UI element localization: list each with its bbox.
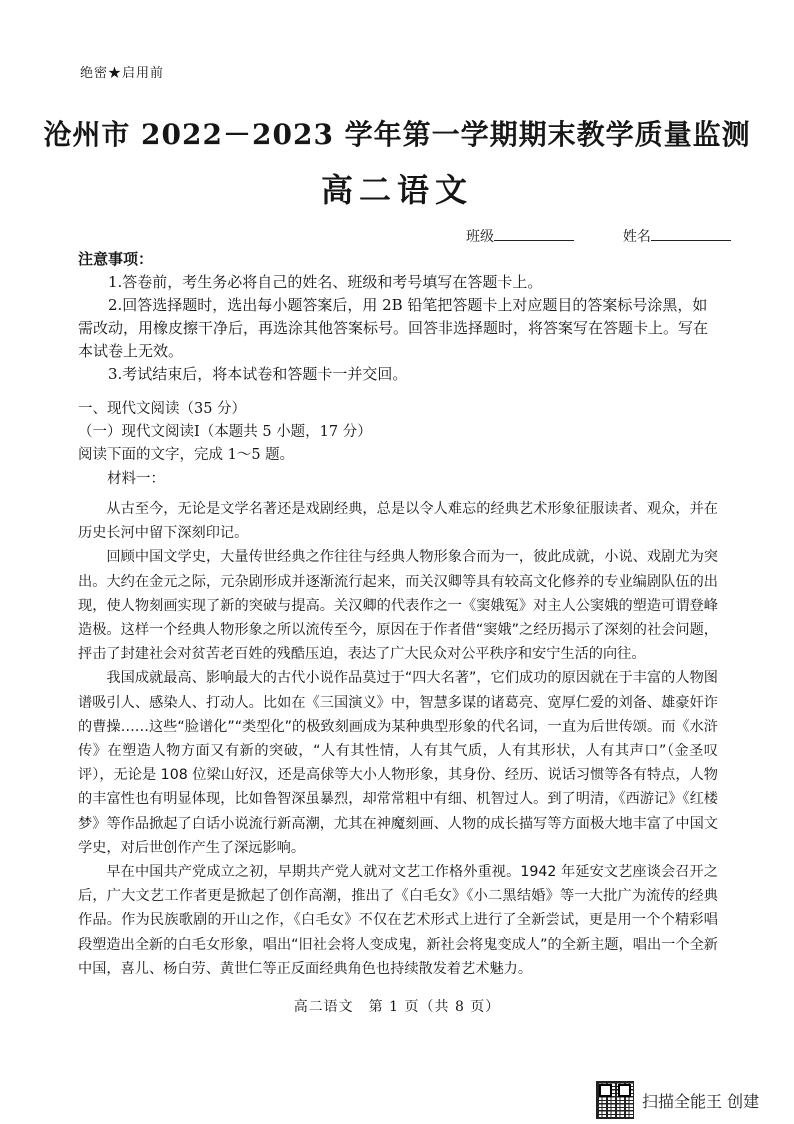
scanner-text: 扫描全能王 创建 bbox=[642, 1091, 760, 1111]
subsection-title: （一）现代文阅读Ⅰ（本题共 5 小题，17 分） bbox=[78, 424, 372, 440]
notice-item: 3.考试结束后，将本试卷和答题卡一并交回。 bbox=[108, 365, 408, 383]
paragraph: 从古至今，无论是文学名著还是戏剧经典，总是以令人难忘的经典艺术形象征服读者、观众，并在历史长河中留下深刻印记。 bbox=[78, 501, 718, 542]
subject-title: 高二语文 bbox=[320, 171, 473, 209]
paragraph: 早在中国共产党成立之初，早期共产党人就对文艺工作格外重视。1942 年延安文艺座谈会召开之后，广大文艺工作者更是掀起了创作高潮，推出了《白毛女》《小二黑结婚》等一大批广为流传的经典作品。作为民族歌剧的开山之作，《白毛女》不仅在艺术形式上进行了全新尝试，更是用一个个精彩唱段塑造出全新的白毛女形象，唱出“旧社会将人变成鬼，新社会将鬼变成人”的全新主题，唱出一个全新中国，喜儿、杨白劳、黄世仁等正反面经典角色也持续散发着艺术魅力。 bbox=[78, 864, 718, 977]
scanner-watermark bbox=[596, 1080, 759, 1120]
name-blank[interactable] bbox=[651, 226, 731, 241]
material-label: 材料一： bbox=[107, 471, 165, 487]
exam-title: 沧州市 2022－2023 学年第一学期期末教学质量监测 bbox=[43, 118, 751, 151]
secret-label: 绝密★启用前 bbox=[80, 66, 165, 81]
class-label: 班级 bbox=[466, 229, 494, 245]
qr-code-icon bbox=[596, 1081, 634, 1119]
paragraph: 回顾中国文学史，大量传世经典之作往往与经典人物形象合而为一，彼此成就，小说、戏剧尤为突出。大约在金元之际，元杂剧形成并逐渐流行起来，而关汉卿等具有较高文化修养的专业编剧队伍的出现，使人物刻画实现了新的突破与提高。关汉卿的代表作之一《窦娥冤》对主人公窦娥的塑造可谓登峰造极。这样一个经典人物形象之所以流传至今，原因在于作者借“窦娥”之经历揭示了深刻的社会问题，抨击了封建社会对贫苦老百姓的残酷压迫，表达了广大民众对公平秩序和安宁生活的向往。 bbox=[78, 549, 718, 663]
section-title: 一、现代文阅读（35 分） bbox=[78, 401, 247, 417]
notice-item: 2.回答选择题时，选出每小题答案后，用 2B 铅笔把答题卡上对应题目的答案标号涂黑，如需改动，用橡皮擦干净后，再选涂其他答案标号。回答非选择题时，将答案写在答题卡上。写在本试卷上无效。 bbox=[78, 296, 709, 360]
notice-item: 1.答卷前，考生务必将自己的姓名、班级和考号填写在答题卡上。 bbox=[108, 273, 543, 291]
material-text bbox=[78, 497, 718, 981]
notice-block bbox=[78, 248, 718, 386]
notice-heading: 注意事项： bbox=[78, 250, 154, 268]
name-label: 姓名 bbox=[622, 229, 651, 245]
reading-instruction: 阅读下面的文字，完成 1～5 题。 bbox=[78, 447, 295, 463]
student-info-line bbox=[466, 226, 731, 246]
class-blank[interactable] bbox=[494, 226, 574, 241]
page-footer: 高二语文 第 1 页（共 8 页） bbox=[293, 999, 501, 1015]
paragraph: 我国成就最高、影响最大的古代小说作品莫过于“四大名著”，它们成功的原因就在于丰富的人物图谱吸引人、感染人、打动人。比如在《三国演义》中，智慧多谋的诸葛亮、宽厚仁爱的刘备、雄豪奸诈的曹操……这些“脸谱化”“类型化”的极致刻画成为某种典型形象的代名词，一直为后世传颂。而《水浒传》在塑造人物方面又有新的突破，“人有其性情，人有其气质，人有其形状，人有其声口”（金圣叹评），无论是 108 位梁山好汉，还是高俅等大小人物形象，其身份、经历、说话习惯等各有特点，人物的丰富性也有明显体现，比如鲁智深虽暴烈，却常常粗中有细、机智过人。到了明清，《西游记》《红楼梦》等作品掀起了白话小说流行新高潮，尤其在神魔刻画、人物的成长描写等方面极大地丰富了中国文学史，对后世创作产生了深远影响。 bbox=[78, 670, 718, 856]
